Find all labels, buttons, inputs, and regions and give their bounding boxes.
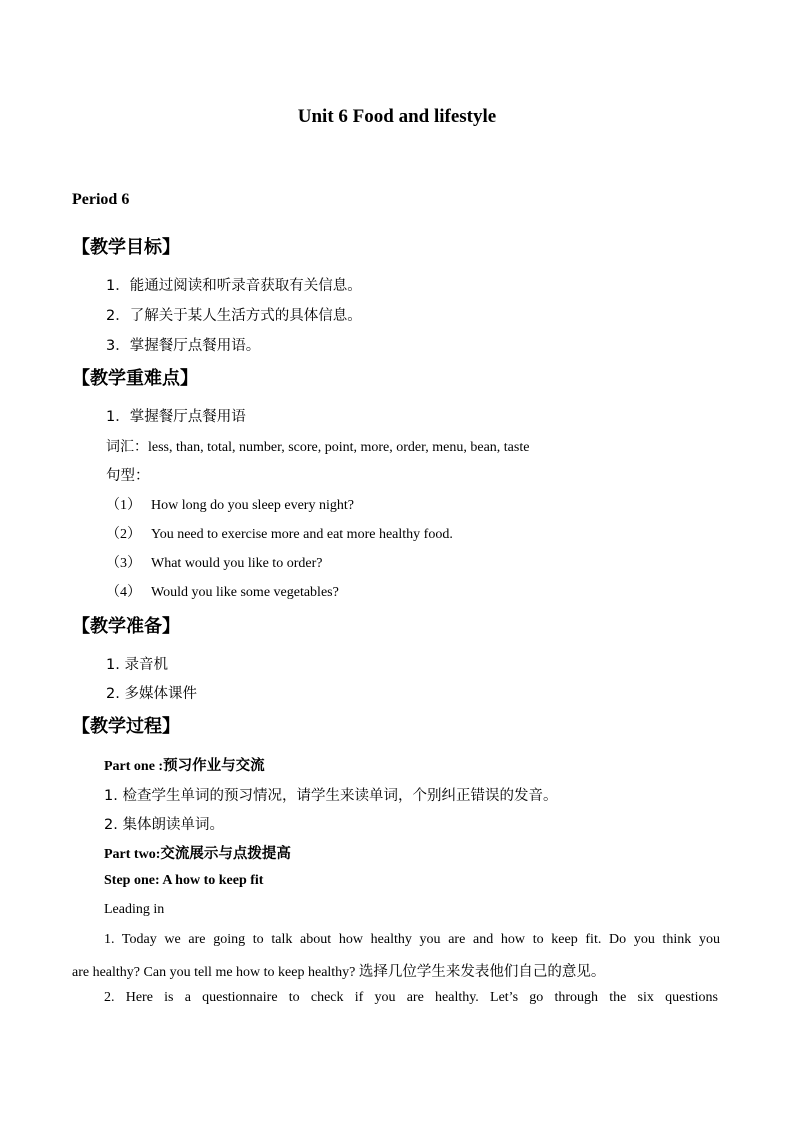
key-point-item-1: 1．掌握餐厅点餐用语 [106,409,246,425]
part-two-heading [104,842,291,863]
sentence-number: （1） [106,498,141,513]
part-one-item-1: 1. 检查学生单词的预习情况，请学生来读单词，个别纠正错误的发音。 [104,788,558,804]
vocabulary-line: 词汇：less, than, total, number, score, point, more, order, menu, bean, taste [106,440,530,455]
goal-item-1: 1．能通过阅读和听录音获取有关信息。 [106,278,362,294]
period-heading: Period 6 [72,191,130,208]
sentence-item [106,552,322,572]
preparation-item-2: 2. 多媒体课件 [106,686,197,702]
paragraph-1-line-2-chinese: 选择几位学生来发表他们自己的意见。 [358,964,606,980]
section-goals-heading: 【教学目标】 [72,237,180,258]
sentence-text: What would you like to order? [151,556,323,571]
section-key-points-heading: 【教学重难点】 [72,368,198,389]
sentence-number: （4） [106,585,141,600]
goal-item-3: 3．掌握餐厅点餐用语。 [106,338,261,354]
section-preparation-heading: 【教学准备】 [72,616,180,637]
part-one-label: Part one : [104,759,164,774]
sentence-item [106,581,339,601]
part-two-label: Part two: [104,847,161,862]
paragraph-1-line-1: 1. Today we are going to talk about how healthy you are and how to keep fit. Do you think you [104,932,720,947]
section-process-heading: 【教学过程】 [72,716,180,737]
paragraph-1-line-2-english: are healthy? Can you tell me how to keep healthy? [72,965,359,980]
part-one-heading [104,754,265,775]
paragraph-1-line-2 [72,960,605,981]
part-one-title: 预习作业与交流 [163,758,265,774]
goal-item-2: 2．了解关于某人生活方式的具体信息。 [106,308,362,324]
part-one-item-2: 2. 集体朗读单词。 [104,817,224,833]
sentence-text: You need to exercise more and eat more healthy food. [151,527,453,542]
document-title: Unit 6 Food and lifestyle [297,106,497,127]
sentence-text: How long do you sleep every night? [151,498,354,513]
preparation-item-1: 1. 录音机 [106,657,168,673]
part-two-title: 交流展示与点拨提高 [160,846,291,862]
sentence-number: （2） [106,527,141,542]
sentence-number: （3） [106,556,141,571]
sentence-text: Would you like some vegetables? [151,585,339,600]
sentence-pattern-label: 句型： [106,468,150,484]
step-one-heading: Step one: A how to keep fit [104,873,264,888]
paragraph-2-line-1: 2. Here is a questionnaire to check if you are healthy. Let’s go through the six questions [104,990,718,1005]
sentence-item [106,494,354,514]
sentence-item [106,523,453,543]
leading-in-label: Leading in [104,902,165,917]
